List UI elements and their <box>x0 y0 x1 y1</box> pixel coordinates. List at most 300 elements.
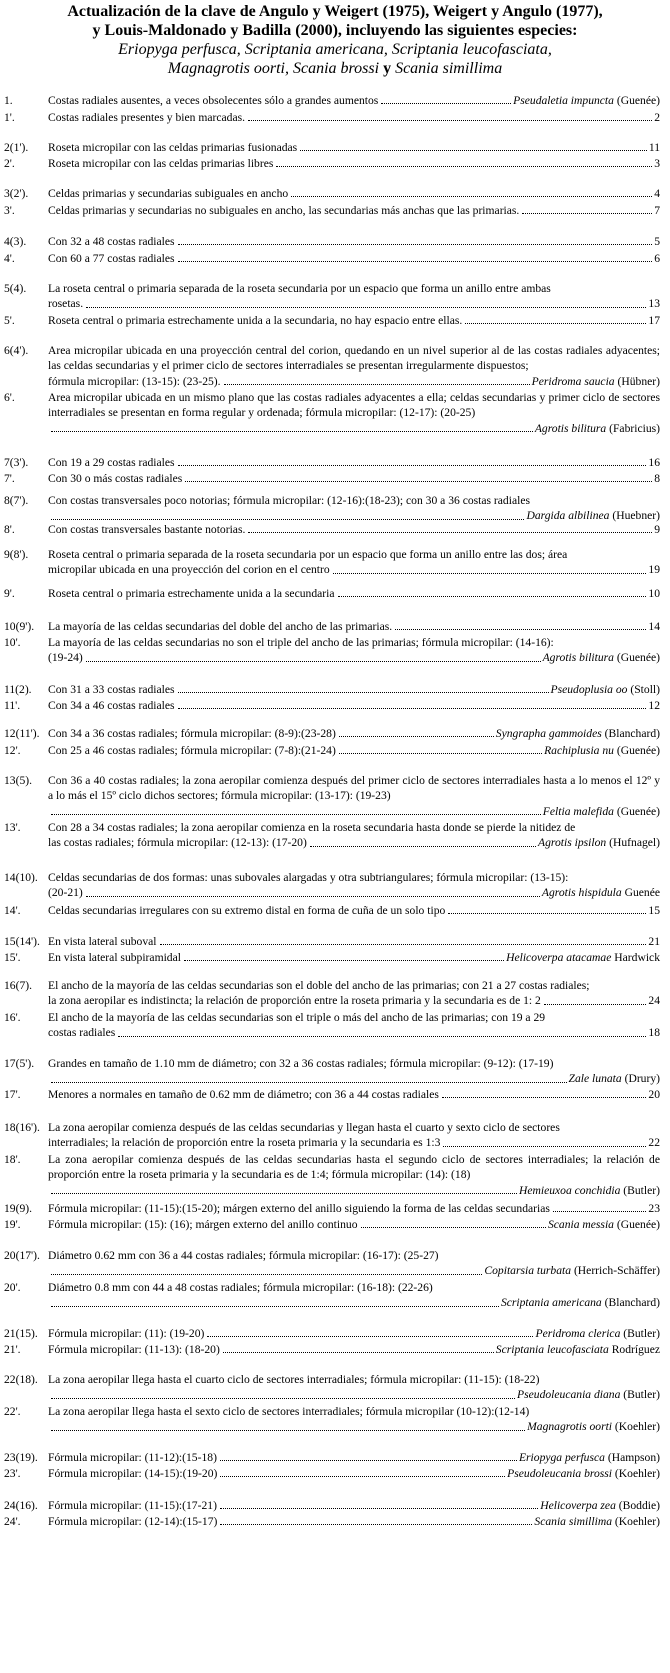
species-name: Copitarsia turbata <box>484 1264 572 1278</box>
species-author: (Butler) <box>620 1183 660 1197</box>
couplet-result <box>649 140 660 155</box>
species-author: (Hübner) <box>614 374 660 388</box>
species-name: Scania simillima <box>534 1515 613 1528</box>
go-to-couplet[interactable]: 4 <box>654 187 660 200</box>
couplet-number: 23(19). <box>4 1451 38 1464</box>
dot-leader <box>51 1082 567 1083</box>
couplet-result <box>543 804 660 819</box>
couplet-result <box>654 156 660 171</box>
couplet-number: 23'. <box>4 1467 21 1480</box>
couplet-description: La zona aeropilar llega hasta el cuarto ciclo de sectores interradiales; fórmula micropilar: (11-15): (18-22) <box>48 1373 540 1386</box>
dot-leader <box>178 692 549 693</box>
species-name: Feltia malefida <box>542 804 614 818</box>
go-to-couplet[interactable]: 15 <box>648 904 660 917</box>
couplet-leader-line <box>48 804 660 819</box>
dot-leader <box>220 1460 517 1461</box>
couplet-leader-line <box>48 934 660 949</box>
couplet-result <box>654 234 660 249</box>
couplet-leader-line <box>48 835 660 850</box>
couplet-lead-text: Con 30 o más costas radiales <box>48 472 183 485</box>
go-to-couplet[interactable]: 18 <box>648 1026 660 1040</box>
couplet-lead-text: Celdas primarias y secundarias no subiguales en ancho, las secundarias más anchas que las primarias. <box>48 204 520 217</box>
couplet-leader-line <box>48 903 660 918</box>
title-line-2: y Louis-Maldonado y Badilla (2000), incluyendo las siguientes especies: <box>92 22 578 39</box>
couplet-lead-text: la zona aeropilar es indistincta; la relación de proporción entre la roseta primaria y la secundaria es de 1: 2 <box>48 994 541 1008</box>
couplet-text <box>48 1326 660 1341</box>
couplet-text <box>48 281 660 312</box>
couplet-lead-text: costas radiales <box>48 1026 116 1040</box>
couplet-lead-text: las costas radiales; fórmula micropilar: (12-13): (17-20) <box>48 836 307 850</box>
couplet-lead-text: fórmula micropilar: (13-15): (23-25). <box>48 374 221 388</box>
dot-leader <box>223 1352 494 1353</box>
species-author: (Koehler) <box>612 1420 660 1434</box>
couplet-result <box>542 885 660 900</box>
couplet-number: 11(2). <box>4 683 32 696</box>
couplet-result <box>648 313 660 328</box>
go-to-couplet[interactable]: 13 <box>648 297 660 311</box>
couplet-number: 16(7). <box>4 979 33 992</box>
couplet-lead-text: micropilar ubicada en una proyección del corion en el centro <box>48 563 330 577</box>
couplet-lead-text: Fórmula micropilar: (12-14):(15-17) <box>48 1515 218 1528</box>
couplet-text <box>48 619 660 634</box>
couplet-leader-line <box>48 1263 660 1278</box>
couplet-text <box>48 978 660 1009</box>
couplet-description: Area micropilar ubicada en una proyección central del corion, quedando en un nivel superior al de las costas radiales adyacentes; las celdas secundarias y el primer ciclo de sectores interradiales se presentan irregularmente dispuestos; <box>48 344 660 373</box>
species-author: (Guenée) <box>613 744 660 757</box>
species-name: Hemieuxoa conchidia <box>518 1183 621 1197</box>
dot-leader <box>544 1004 647 1005</box>
species-name: Magnagrotis oorti <box>527 1420 613 1434</box>
couplet-lead-text: Con 60 a 77 costas radiales <box>48 252 175 265</box>
couplet-lead-text: En vista lateral suboval <box>48 935 157 948</box>
couplet-description: El ancho de la mayoría de las celdas secundarias son el triple o más del ancho de las primarias; con 19 a 29 <box>48 1011 546 1024</box>
go-to-couplet[interactable]: 6 <box>654 252 660 265</box>
species-author: (Blanchard) <box>601 1296 660 1310</box>
couplet-lead-text: Costas radiales ausentes, a veces obsolecentes sólo a grandes aumentos <box>48 94 379 107</box>
couplet-result <box>501 1295 660 1310</box>
couplet-leader-line <box>48 726 660 741</box>
couplet-description: Con 36 a 40 costas radiales; la zona aeropilar comienza después del primer ciclo de sectores interradiales hasta a lo menos el 12º y a lo más el 15º ciclo dichos sectores; fórmula micropilar: (13-17): (19-23) <box>48 774 660 803</box>
couplet-result <box>540 1498 660 1513</box>
couplet-leader-line <box>48 586 660 601</box>
couplet-description: Celdas secundarias de dos formas: unas subovales alargadas y otra subtriangulares; fórmula micropilar: (13-15): <box>48 871 569 884</box>
couplet-description: Con costas transversales poco notorias; fórmula micropilar: (12-16):(18-23); con 30 a 36 costas radiales <box>48 494 530 507</box>
couplet-text <box>48 1010 660 1041</box>
species-name: Agrotis bilitura <box>534 421 607 435</box>
dot-leader <box>338 596 647 597</box>
dot-leader <box>442 1097 647 1098</box>
dot-leader <box>465 323 646 324</box>
couplet-text <box>48 1217 660 1232</box>
species-author: Hardwick <box>611 951 660 964</box>
species-author: (Stoll) <box>627 683 660 696</box>
couplet-lead-text: Roseta central o primaria estrechamente unida a la secundaria <box>48 587 335 600</box>
go-to-couplet[interactable]: 9 <box>654 523 660 536</box>
go-to-couplet[interactable]: 21 <box>648 935 660 948</box>
couplet-number: 19(9). <box>4 1202 33 1215</box>
couplet-number: 14'. <box>4 904 21 917</box>
couplet-leader-line <box>48 1087 660 1102</box>
couplet-number: 24'. <box>4 1515 21 1528</box>
couplet-lead-text: En vista lateral subpiramidal <box>48 951 181 964</box>
couplet-leader-line <box>48 1295 660 1310</box>
species-author: (Fabricius) <box>606 421 660 435</box>
couplet-lead-text: rosetas. <box>48 297 84 311</box>
couplet-text <box>48 93 660 108</box>
couplet-text <box>48 1087 660 1102</box>
dot-leader <box>160 944 647 945</box>
couplet-lead-text: Fórmula micropilar: (11-15):(17-21) <box>48 1499 217 1512</box>
couplet-lead-text: Roseta micropilar con las celdas primarias libres <box>48 157 274 170</box>
couplet-text <box>48 635 660 666</box>
couplet-lead-text: Celdas primarias y secundarias subiguales en ancho <box>48 187 289 200</box>
dot-leader <box>291 196 652 197</box>
document-title <box>0 2 670 78</box>
couplet-result <box>648 698 660 713</box>
couplet-description: Grandes en tamaño de 1.10 mm de diámetro; con 32 a 36 costas radiales; fórmula micropilar: (9-12): (17-19) <box>48 1057 554 1070</box>
dot-leader <box>51 1430 525 1431</box>
species-author: (Guenée) <box>613 1218 660 1231</box>
couplet-result <box>648 562 660 577</box>
couplet-result <box>648 1087 660 1102</box>
couplet-number: 13(5). <box>4 774 33 787</box>
couplet-result <box>535 421 660 436</box>
couplet-result <box>506 950 660 965</box>
species-name: Agrotis ipsilon <box>538 836 607 850</box>
couplet-leader-line <box>48 455 660 470</box>
dot-leader <box>51 1274 482 1275</box>
go-to-couplet[interactable]: 2 <box>654 111 660 124</box>
couplet-result <box>648 296 660 311</box>
species-author: (Guenée) <box>613 651 660 665</box>
couplet-text <box>48 547 660 578</box>
couplet-result <box>569 1071 660 1086</box>
couplet-leader-line <box>48 993 660 1008</box>
couplet-result <box>654 186 660 201</box>
couplet-leader-line <box>48 562 660 577</box>
couplet-text <box>48 493 660 524</box>
couplet-number: 6(4'). <box>4 344 29 357</box>
couplet-leader-line <box>48 1419 660 1434</box>
couplet-text <box>48 743 660 758</box>
couplet-lead-text: Celdas secundarias irregulares con su extremo distal en forma de cuña de un solo tipo <box>48 904 446 917</box>
couplet-number: 24(16). <box>4 1499 38 1512</box>
couplet-result <box>648 1025 660 1040</box>
couplet-number: 10(9'). <box>4 620 35 633</box>
couplet-text <box>48 203 660 218</box>
couplet-lead-text: Fórmula micropilar: (11-13): (18-20) <box>48 1343 220 1356</box>
couplet-number: 7'. <box>4 472 15 485</box>
title-species-line-2 <box>0 59 670 78</box>
dot-leader <box>443 1146 646 1147</box>
go-to-couplet[interactable]: 16 <box>648 456 660 469</box>
couplet-leader-line <box>48 1025 660 1040</box>
couplet-leader-line <box>48 251 660 266</box>
dot-leader <box>178 465 647 466</box>
couplet-result <box>648 455 660 470</box>
species-name: Scania messia <box>547 1218 614 1231</box>
species-name: Helicoverpa zea <box>540 1499 616 1512</box>
species-name: Helicoverpa atacamae <box>506 951 612 964</box>
couplet-number: 3'. <box>4 204 15 217</box>
dot-leader <box>224 384 530 385</box>
couplet-description: La mayoría de las celdas secundarias no son el triple del ancho de las primarias; fórmula micropilar: (14-16): <box>48 636 554 649</box>
couplet-lead-text: Con 34 a 36 costas radiales; fórmula micropilar: (8-9):(23-28) <box>48 727 336 740</box>
couplet-leader-line <box>48 682 660 697</box>
couplet-number: 12(11'). <box>4 727 40 740</box>
couplet-number: 5'. <box>4 314 15 327</box>
couplet-result <box>532 374 660 389</box>
couplet-leader-line <box>48 234 660 249</box>
dot-leader <box>86 661 541 662</box>
couplet-number: 8(7'). <box>4 494 29 507</box>
dot-leader <box>220 1476 505 1477</box>
couplet-number: 12'. <box>4 744 21 757</box>
couplet-leader-line <box>48 885 660 900</box>
couplet-lead-text: Fórmula micropilar: (15): (16); márgen externo del anillo continuo <box>48 1218 358 1231</box>
couplet-text <box>48 870 660 901</box>
couplet-text <box>48 313 660 328</box>
couplet-lead-text: Con 31 a 33 costas radiales <box>48 683 175 696</box>
couplet-number: 14(10). <box>4 871 38 884</box>
species-author: (Boddie) <box>615 1499 660 1512</box>
go-to-couplet[interactable]: 8 <box>654 472 660 485</box>
go-to-couplet[interactable]: 19 <box>648 563 660 577</box>
couplet-lead-text: (19-24) <box>48 651 83 665</box>
go-to-couplet[interactable]: 11 <box>648 141 660 154</box>
species-author: (Hufnagel) <box>606 836 660 850</box>
couplet-description: El ancho de la mayoría de las celdas secundarias son el doble del ancho de las primarias; con 21 a 27 costas radiales; <box>48 979 590 992</box>
couplet-leader-line <box>48 421 660 436</box>
couplet-result <box>648 934 660 949</box>
couplet-number: 18(16'). <box>4 1121 40 1134</box>
dot-leader <box>178 244 653 245</box>
couplet-leader-line <box>48 1135 660 1150</box>
species-name: Agrotis hispidula <box>541 886 622 900</box>
title-line-1: Actualización de la clave de Angulo y Weigert (1975), Weigert y Angulo (1977), <box>67 3 603 20</box>
couplet-text <box>48 110 660 125</box>
couplet-leader-line <box>48 1450 660 1465</box>
couplet-lead-text: Menores a normales en tamaño de 0.62 mm de diámetro; con 36 a 44 costas radiales <box>48 1088 439 1101</box>
couplet-number: 15'. <box>4 951 21 964</box>
couplet-lead-text: Con 32 a 48 costas radiales <box>48 235 175 248</box>
couplet-leader-line <box>48 313 660 328</box>
species-author: (Koehler) <box>612 1515 660 1528</box>
couplet-text <box>48 1248 660 1279</box>
species-name: Peridroma saucia <box>531 374 615 388</box>
title-species-a: Magnagrotis oorti, Scania brossi <box>167 60 380 77</box>
dot-leader <box>248 120 652 121</box>
go-to-couplet[interactable]: 3 <box>654 157 660 170</box>
dot-leader <box>86 307 646 308</box>
species-name: Pseudaletia impuncta <box>513 94 614 107</box>
couplet-leader-line <box>48 950 660 965</box>
couplet-number: 21'. <box>4 1343 21 1356</box>
couplet-leader-line <box>48 1466 660 1481</box>
couplet-leader-line <box>48 743 660 758</box>
couplet-result <box>513 93 660 108</box>
couplet-leader-line <box>48 1387 660 1402</box>
species-author: (Butler) <box>620 1388 660 1402</box>
dot-leader <box>300 150 647 151</box>
species-name: Peridroma clerica <box>535 1327 621 1340</box>
dot-leader <box>185 481 652 482</box>
species-author: (Butler) <box>620 1327 660 1340</box>
couplet-text <box>48 820 660 851</box>
couplet-leader-line <box>48 203 660 218</box>
couplet-text <box>48 1514 660 1529</box>
couplet-number: 4'. <box>4 252 15 265</box>
species-author: Rodríguez <box>608 1343 660 1356</box>
species-author: (Blanchard) <box>601 727 660 740</box>
couplet-result <box>648 993 660 1008</box>
couplet-description: La zona aeropilar comienza después de las celdas secundarias y llegan hasta el cuarto y sexto ciclo de sectores <box>48 1121 560 1134</box>
species-name: Zale lunata <box>568 1072 622 1086</box>
dot-leader <box>395 629 646 630</box>
couplet-text <box>48 1152 660 1198</box>
couplet-lead-text: Con costas transversales bastante notorias. <box>48 523 246 536</box>
couplet-lead-text: Con 19 a 29 costas radiales <box>48 456 175 469</box>
couplet-description: Diámetro 0.62 mm con 36 a 44 costas radiales; fórmula micropilar: (16-17): (25-27) <box>48 1249 439 1262</box>
couplet-number: 19'. <box>4 1218 21 1231</box>
couplet-text <box>48 1498 660 1513</box>
couplet-leader-line <box>48 296 660 311</box>
couplet-result <box>496 726 660 741</box>
couplet-leader-line <box>48 186 660 201</box>
couplet-leader-line <box>48 1201 660 1216</box>
species-name: Scriptania leucofasciata <box>495 1343 609 1356</box>
dot-leader <box>381 103 511 104</box>
couplet-result <box>654 251 660 266</box>
couplet-lead-text: Fórmula micropilar: (11-15):(15-20); márgen externo del anillo siguiendo la forma de las celdas secundarias <box>48 1202 550 1215</box>
species-author: (Huebner) <box>609 509 660 523</box>
title-species-line-1: Eriopyga perfusca, Scriptania americana, Scriptania leucofasciata, <box>118 41 552 58</box>
couplet-leader-line <box>48 1217 660 1232</box>
couplet-result <box>548 1217 660 1232</box>
couplet-result <box>517 1387 660 1402</box>
dot-leader <box>51 431 533 432</box>
couplet-number: 7(3'). <box>4 456 29 469</box>
couplet-text <box>48 586 660 601</box>
couplet-text <box>48 1372 660 1403</box>
dot-leader <box>448 913 646 914</box>
go-to-couplet[interactable]: 24 <box>648 994 660 1008</box>
couplet-number: 9'. <box>4 587 15 600</box>
dot-leader <box>86 896 540 897</box>
dot-leader <box>184 960 504 961</box>
couplet-number: 22(18). <box>4 1373 38 1386</box>
couplet-lead-text: Costas radiales presentes y bien marcadas. <box>48 111 246 124</box>
couplet-result <box>543 650 660 665</box>
go-to-couplet[interactable]: 12 <box>648 699 660 712</box>
couplet-leader-line <box>48 1514 660 1529</box>
couplet-text <box>48 1280 660 1311</box>
go-to-couplet[interactable]: 5 <box>654 235 660 248</box>
go-to-couplet[interactable]: 14 <box>648 620 660 633</box>
couplet-result <box>535 1326 660 1341</box>
couplet-text <box>48 1201 660 1216</box>
title-conjunction: y <box>379 60 396 77</box>
dot-leader <box>220 1524 532 1525</box>
couplet-number: 15(14'). <box>4 935 40 948</box>
couplet-number: 17(5'). <box>4 1057 35 1070</box>
couplet-text <box>48 343 660 389</box>
go-to-couplet[interactable]: 10 <box>648 587 660 600</box>
couplet-result <box>507 1466 660 1481</box>
couplet-leader-line <box>48 1326 660 1341</box>
couplet-number: 11'. <box>4 699 21 712</box>
couplet-result <box>654 110 660 125</box>
dot-leader <box>522 213 652 214</box>
couplet-leader-line <box>48 374 660 389</box>
couplet-number: 5(4). <box>4 282 27 295</box>
couplet-result <box>534 1514 660 1529</box>
couplet-leader-line <box>48 471 660 486</box>
couplet-leader-line <box>48 140 660 155</box>
couplet-text <box>48 1466 660 1481</box>
couplet-lead-text: Roseta central o primaria estrechamente unida a la secundaria, no hay espacio entre ellas. <box>48 314 463 327</box>
couplet-description: Area micropilar ubicada en un mismo plano que las costas radiales adyacentes a ella; celdas secundarias y primer ciclo de sectores interradiales se presentan en forma regular y ordenada; fórmula micropilar: (12-17): (20-25) <box>48 391 660 420</box>
title-species-b: Scania simillima <box>395 60 503 77</box>
go-to-couplet[interactable]: 7 <box>654 204 660 217</box>
couplet-text <box>48 186 660 201</box>
couplet-result <box>648 1201 660 1216</box>
couplet-lead-text: interradiales; la relación de proporción entre la roseta primaria y la secundaria es 1:3 <box>48 1136 441 1150</box>
go-to-couplet[interactable]: 22 <box>648 1136 660 1150</box>
dot-leader <box>207 1336 533 1337</box>
go-to-couplet[interactable]: 17 <box>648 314 660 327</box>
species-name: Agrotis bilitura <box>542 651 614 665</box>
go-to-couplet[interactable]: 23 <box>648 1202 660 1215</box>
couplet-result <box>496 1342 660 1357</box>
couplet-text <box>48 682 660 697</box>
couplet-text <box>48 1056 660 1087</box>
species-name: Scriptania americana <box>500 1296 602 1310</box>
couplet-number: 18'. <box>4 1153 21 1166</box>
species-name: Syngrapha gammoides <box>495 727 602 740</box>
couplet-result <box>544 743 660 758</box>
dot-leader <box>333 573 647 574</box>
couplet-number: 17'. <box>4 1088 21 1101</box>
dot-leader <box>361 1227 546 1228</box>
species-name: Pseudoplusia oo <box>550 683 628 696</box>
couplet-number: 16'. <box>4 1011 21 1024</box>
go-to-couplet[interactable]: 20 <box>648 1088 660 1101</box>
couplet-text <box>48 522 660 537</box>
couplet-text <box>48 950 660 965</box>
couplet-leader-line <box>48 110 660 125</box>
dot-leader <box>118 1036 646 1037</box>
dot-leader <box>276 166 652 167</box>
species-author: Guenée <box>621 886 660 900</box>
couplet-lead-text: Con 34 a 46 costas radiales <box>48 699 175 712</box>
dot-leader <box>51 1306 499 1307</box>
couplet-leader-line <box>48 1071 660 1086</box>
couplet-result <box>519 1183 660 1198</box>
species-name: Pseudoleucania diana <box>517 1388 621 1402</box>
couplet-number: 22'. <box>4 1405 21 1418</box>
couplet-number: 6'. <box>4 391 15 404</box>
couplet-number: 2(1'). <box>4 141 29 154</box>
couplet-text <box>48 471 660 486</box>
dot-leader <box>178 708 647 709</box>
couplet-result <box>654 471 660 486</box>
couplet-text <box>48 455 660 470</box>
couplet-lead-text: Fórmula micropilar: (14-15):(19-20) <box>48 1467 218 1480</box>
couplet-leader-line <box>48 156 660 171</box>
species-author: (Guenée) <box>613 94 660 107</box>
couplet-result <box>654 203 660 218</box>
